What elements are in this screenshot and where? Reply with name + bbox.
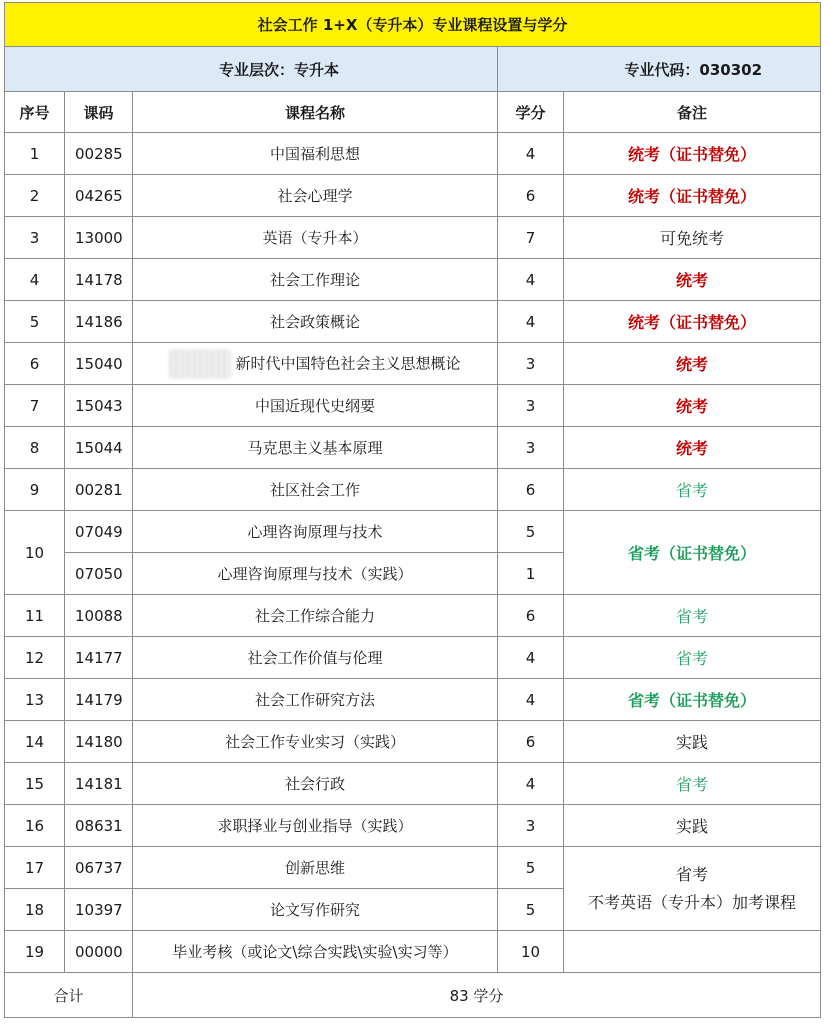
row-code: 07049 (65, 511, 133, 553)
row-credit: 6 (498, 175, 564, 217)
row-code: 04265 (65, 175, 133, 217)
row-no: 5 (5, 301, 65, 343)
row-no: 1 (5, 133, 65, 175)
header-name: 课程名称 (133, 92, 498, 133)
row-name: 社区社会工作 (133, 469, 498, 511)
row-no: 15 (5, 763, 65, 805)
table-row (5, 931, 821, 973)
row-note: 省考 (564, 763, 821, 805)
row-credit: 3 (498, 385, 564, 427)
row-note: 统考（证书替免） (564, 301, 821, 343)
row-note: 统考 (564, 385, 821, 427)
row-credit: 4 (498, 679, 564, 721)
table-row (5, 763, 821, 805)
row-note: 省考 (564, 595, 821, 637)
row-credit: 3 (498, 343, 564, 385)
row-no: 19 (5, 931, 65, 973)
table-row (5, 133, 821, 175)
table-row (5, 679, 821, 721)
row-note: 可免统考 (564, 217, 821, 259)
redaction-blur (169, 349, 231, 379)
row-code: 14179 (65, 679, 133, 721)
row-name: 社会工作研究方法 (133, 679, 498, 721)
row-no: 10 (5, 511, 65, 595)
row-code: 06737 (65, 847, 133, 889)
table-row (5, 595, 821, 637)
row-code: 00285 (65, 133, 133, 175)
row-no: 6 (5, 343, 65, 385)
row-name: 社会政策概论 (133, 301, 498, 343)
table-row (5, 427, 821, 469)
row-note: 统考（证书替免） (564, 175, 821, 217)
row-name: 求职择业与创业指导（实践） (133, 805, 498, 847)
row-note: 实践 (564, 721, 821, 763)
row-name: 心理咨询原理与技术（实践） (133, 553, 498, 595)
row-note-line1: 省考 (676, 864, 709, 884)
row-name: 社会工作理论 (133, 259, 498, 301)
table-row (5, 637, 821, 679)
row-code: 15043 (65, 385, 133, 427)
row-note: 统考 (564, 259, 821, 301)
row-no: 11 (5, 595, 65, 637)
table-row (5, 847, 821, 889)
row-code: 07050 (65, 553, 133, 595)
table-row (5, 343, 821, 385)
row-code: 14178 (65, 259, 133, 301)
row-no: 3 (5, 217, 65, 259)
table-row (5, 301, 821, 343)
row-name: 社会工作价值与伦理 (133, 637, 498, 679)
row-note: 统考（证书替免） (564, 133, 821, 175)
row-name: 社会行政 (133, 763, 498, 805)
row-no: 9 (5, 469, 65, 511)
row-credit: 6 (498, 595, 564, 637)
table-row (5, 511, 821, 553)
row-code: 15040 (65, 343, 133, 385)
row-no: 4 (5, 259, 65, 301)
row-name: 创新思维 (133, 847, 498, 889)
row-no: 2 (5, 175, 65, 217)
row-no: 18 (5, 889, 65, 931)
row-credit: 4 (498, 301, 564, 343)
row-note: 省考（证书替免） (564, 679, 821, 721)
header-no: 序号 (5, 92, 65, 133)
row-credit: 3 (498, 427, 564, 469)
row-name: 中国近现代史纲要 (133, 385, 498, 427)
row-note: 省考 (564, 637, 821, 679)
row-credit: 10 (498, 931, 564, 973)
row-note (564, 931, 821, 973)
total-label: 合计 (5, 973, 133, 1018)
table-row (5, 175, 821, 217)
total-value: 83 学分 (133, 973, 821, 1018)
row-credit: 5 (498, 511, 564, 553)
row-code: 08631 (65, 805, 133, 847)
row-code: 14181 (65, 763, 133, 805)
row-name-cell (133, 343, 498, 385)
row-name: 社会心理学 (133, 175, 498, 217)
major-level: 专业层次：专升本 (5, 47, 498, 92)
row-no: 16 (5, 805, 65, 847)
row-code: 10397 (65, 889, 133, 931)
header-credit: 学分 (498, 92, 564, 133)
row-code: 00281 (65, 469, 133, 511)
total-row (5, 973, 821, 1018)
row-code: 10088 (65, 595, 133, 637)
row-no: 7 (5, 385, 65, 427)
row-note: 统考 (564, 343, 821, 385)
row-code: 15044 (65, 427, 133, 469)
row-credit: 6 (498, 721, 564, 763)
row-name: 社会工作综合能力 (133, 595, 498, 637)
row-code: 14180 (65, 721, 133, 763)
row-credit: 5 (498, 889, 564, 931)
course-table-container (4, 2, 820, 1018)
table-row (5, 721, 821, 763)
row-name: 中国福利思想 (133, 133, 498, 175)
row-credit: 4 (498, 763, 564, 805)
row-credit: 3 (498, 805, 564, 847)
row-credit: 4 (498, 259, 564, 301)
row-name: 心理咨询原理与技术 (133, 511, 498, 553)
table-row (5, 217, 821, 259)
table-row (5, 469, 821, 511)
row-no: 8 (5, 427, 65, 469)
major-code: 专业代码：030302 (498, 47, 821, 92)
row-credit: 4 (498, 133, 564, 175)
row-note-line2: 不考英语（专升本）加考课程 (588, 892, 797, 912)
course-table (4, 2, 821, 1018)
row-credit: 4 (498, 637, 564, 679)
row-code: 13000 (65, 217, 133, 259)
row-no: 12 (5, 637, 65, 679)
row-code: 14186 (65, 301, 133, 343)
row-name: 毕业考核（或论文\综合实践\实验\实习等） (133, 931, 498, 973)
row-code: 14177 (65, 637, 133, 679)
row-code: 00000 (65, 931, 133, 973)
table-row (5, 385, 821, 427)
row-credit: 7 (498, 217, 564, 259)
row-no: 13 (5, 679, 65, 721)
header-row (5, 92, 821, 133)
row-no: 17 (5, 847, 65, 889)
info-row (5, 47, 821, 92)
row-no: 14 (5, 721, 65, 763)
row-note-merged (564, 847, 821, 931)
header-note: 备注 (564, 92, 821, 133)
row-note: 实践 (564, 805, 821, 847)
row-credit: 6 (498, 469, 564, 511)
row-name: 英语（专升本） (133, 217, 498, 259)
row-name: 新时代中国特色社会主义思想概论 (235, 354, 461, 372)
row-credit: 5 (498, 847, 564, 889)
table-row (5, 259, 821, 301)
row-credit: 1 (498, 553, 564, 595)
header-code: 课码 (65, 92, 133, 133)
row-note: 统考 (564, 427, 821, 469)
row-name: 社会工作专业实习（实践） (133, 721, 498, 763)
title-row (5, 3, 821, 47)
table-title: 社会工作 1+X（专升本）专业课程设置与学分 (5, 3, 821, 47)
row-name: 马克思主义基本原理 (133, 427, 498, 469)
table-row (5, 805, 821, 847)
row-note: 省考（证书替免） (564, 511, 821, 595)
row-note: 省考 (564, 469, 821, 511)
row-name: 论文写作研究 (133, 889, 498, 931)
